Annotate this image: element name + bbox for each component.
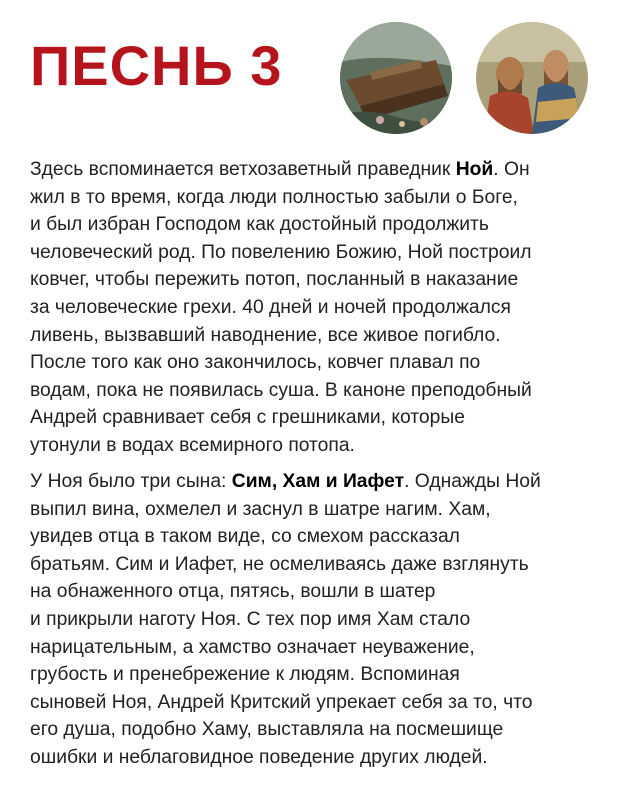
text-line: сыновей Ноя, Андрей Критский упрекает себя за то, что <box>30 691 533 713</box>
text-line: ошибки и неблаговидное поведение других людей. <box>30 746 488 768</box>
text-line: братьям. Сим и Иафет, не осмеливаясь даже взглянуть <box>30 553 529 575</box>
text-line: водам, пока не появилась суша. В каноне преподобный <box>30 379 532 401</box>
text-fragment: У Ноя было три сына: <box>30 471 232 492</box>
paragraph-noah <box>30 156 626 460</box>
page-title: ПЕСНЬ 3 <box>30 34 283 97</box>
paragraph-sons <box>30 468 626 772</box>
text-line: его душа, подобно Хаму, выставляла на посмешище <box>30 719 504 741</box>
text-line: После того как оно закончилось, ковчег плавал по <box>30 352 481 374</box>
text-line <box>30 468 626 496</box>
ark-painting-image <box>340 22 452 134</box>
text-line: Андрей сравнивает себя с грешниками, которые <box>30 407 465 429</box>
text-line: жил в то время, когда люди полностью забыли о Боге, <box>30 186 518 208</box>
text-line: выпил вина, охмелел и заснул в шатре нагим. Хам, <box>30 498 491 520</box>
bold-names-sons: Сим, Хам и Иафет <box>231 471 405 492</box>
bold-name-noah: Ной <box>455 159 494 180</box>
text-fragment: Здесь вспоминается ветхозаветный праведник <box>30 159 456 180</box>
text-line: и был избран Господом как достойный продолжить <box>30 214 489 236</box>
text-line: увидев отца в таком виде, со смехом рассказал <box>30 526 460 548</box>
text-fragment: . Однажды Ной <box>404 471 541 492</box>
text-line: ковчег, чтобы пережить потоп, посланный в наказание <box>30 269 519 291</box>
text-line: человеческий род. По повелению Божию, Ной построил <box>30 241 532 263</box>
text-line: за человеческие грехи. 40 дней и ночей продолжался <box>30 296 511 318</box>
text-line: и прикрыли наготу Ноя. С тех пор имя Хам стало <box>30 608 471 630</box>
sons-of-noah-painting-image <box>476 22 588 134</box>
text-line: грубость и пренебрежение к людям. Вспоминая <box>30 664 460 686</box>
text-fragment: . Он <box>493 159 530 180</box>
text-line: нарицательным, а хамство означает неуважение, <box>30 636 475 658</box>
text-line <box>30 156 626 184</box>
text-line: на обнаженного отца, пятясь, вошли в шатер <box>30 581 436 603</box>
text-line: ливень, вызвавший наводнение, все живое погибло. <box>30 324 501 346</box>
text-line: утонули в водах всемирного потопа. <box>30 434 355 456</box>
